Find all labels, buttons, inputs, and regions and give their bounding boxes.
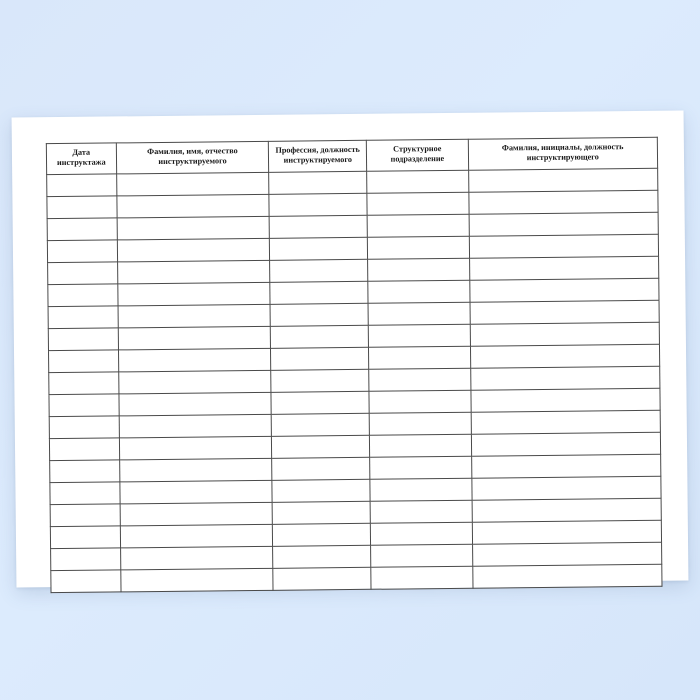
column-header-department xyxy=(366,139,468,171)
table-cell[interactable] xyxy=(120,502,273,526)
table-cell[interactable] xyxy=(271,369,369,392)
table-cell[interactable] xyxy=(468,168,658,192)
table-cell[interactable] xyxy=(47,173,117,196)
table-cell[interactable] xyxy=(117,238,270,262)
table-cell[interactable] xyxy=(470,366,660,390)
table-cell[interactable] xyxy=(51,547,121,570)
table-cell[interactable] xyxy=(120,546,273,570)
column-header-profession xyxy=(269,140,367,172)
table-cell[interactable] xyxy=(120,480,273,504)
table-cell[interactable] xyxy=(119,392,272,416)
table-cell[interactable] xyxy=(117,260,270,284)
table-cell[interactable] xyxy=(470,322,660,346)
table-cell[interactable] xyxy=(370,478,472,501)
table-cell[interactable] xyxy=(47,217,117,240)
column-header-date-line2: инструктажа xyxy=(56,157,106,168)
table-cell[interactable] xyxy=(469,256,659,280)
table-cell[interactable] xyxy=(367,170,469,193)
table-cell[interactable] xyxy=(272,435,370,458)
table-cell[interactable] xyxy=(270,303,368,326)
table-cell[interactable] xyxy=(470,300,660,324)
table-cell[interactable] xyxy=(469,278,659,302)
briefing-log-table xyxy=(46,137,663,593)
table-cell[interactable] xyxy=(367,192,469,215)
table-cell[interactable] xyxy=(371,544,473,567)
column-header-profession-line1: Профессия, должность xyxy=(275,144,360,155)
table-cell[interactable] xyxy=(370,434,472,457)
table-cell[interactable] xyxy=(49,415,119,438)
sheet-content-area xyxy=(46,137,662,565)
table-body xyxy=(47,168,662,592)
table-cell[interactable] xyxy=(50,525,120,548)
column-header-date xyxy=(46,143,116,174)
table-cell[interactable] xyxy=(471,454,661,478)
table-cell[interactable] xyxy=(50,481,120,504)
table-cell[interactable] xyxy=(369,412,471,435)
table-cell[interactable] xyxy=(272,479,370,502)
table-cell[interactable] xyxy=(471,410,661,434)
table-cell[interactable] xyxy=(48,349,118,372)
table-cell[interactable] xyxy=(369,390,471,413)
table-cell[interactable] xyxy=(118,326,271,350)
table-cell[interactable] xyxy=(472,542,662,566)
table-cell[interactable] xyxy=(471,432,661,456)
table-cell[interactable] xyxy=(120,568,273,592)
table-cell[interactable] xyxy=(51,569,121,592)
table-cell[interactable] xyxy=(367,214,469,237)
table-cell[interactable] xyxy=(118,304,271,328)
table-cell[interactable] xyxy=(368,302,470,325)
table-cell[interactable] xyxy=(119,414,272,438)
table-cell[interactable] xyxy=(370,456,472,479)
table-cell[interactable] xyxy=(273,545,371,568)
column-header-date-line1: Дата xyxy=(72,147,91,157)
table-cell[interactable] xyxy=(117,194,270,218)
table-cell[interactable] xyxy=(270,281,368,304)
table-cell[interactable] xyxy=(472,564,662,588)
table-cell[interactable] xyxy=(48,261,118,284)
column-header-fullname xyxy=(116,141,269,173)
table-cell[interactable] xyxy=(271,391,369,414)
table-cell[interactable] xyxy=(367,236,469,259)
table-cell[interactable] xyxy=(272,457,370,480)
table-cell[interactable] xyxy=(368,324,470,347)
table-cell[interactable] xyxy=(120,524,273,548)
table-cell[interactable] xyxy=(48,305,118,328)
table-cell[interactable] xyxy=(269,215,367,238)
table-cell[interactable] xyxy=(472,520,662,544)
table-cell[interactable] xyxy=(117,216,270,240)
table-cell[interactable] xyxy=(370,500,472,523)
table-cell[interactable] xyxy=(369,368,471,391)
table-cell[interactable] xyxy=(117,282,270,306)
table-cell[interactable] xyxy=(470,344,660,368)
table-cell[interactable] xyxy=(469,234,659,258)
table-cell[interactable] xyxy=(270,259,368,282)
table-cell[interactable] xyxy=(48,283,118,306)
table-cell[interactable] xyxy=(119,458,272,482)
table-cell[interactable] xyxy=(269,193,367,216)
column-header-instructor-line2: инструктирующего xyxy=(526,152,599,163)
column-header-fullname-line1: Фамилия, имя, отчество xyxy=(147,146,238,157)
table-cell[interactable] xyxy=(368,280,470,303)
table-cell[interactable] xyxy=(468,190,658,214)
table-cell[interactable] xyxy=(370,522,472,545)
table-cell[interactable] xyxy=(272,413,370,436)
table-cell[interactable] xyxy=(270,237,368,260)
table-cell[interactable] xyxy=(471,476,661,500)
table-cell[interactable] xyxy=(116,172,269,196)
table-cell[interactable] xyxy=(272,501,370,524)
table-cell[interactable] xyxy=(368,258,470,281)
table-cell[interactable] xyxy=(50,459,120,482)
table-cell[interactable] xyxy=(49,371,119,394)
table-cell[interactable] xyxy=(369,346,471,369)
table-cell[interactable] xyxy=(119,436,272,460)
table-cell[interactable] xyxy=(269,171,367,194)
table-cell[interactable] xyxy=(47,195,117,218)
table-cell[interactable] xyxy=(273,523,371,546)
column-header-instructor-line1: Фамилия, инициалы, должность xyxy=(501,142,624,153)
table-cell[interactable] xyxy=(469,212,659,236)
table-cell[interactable] xyxy=(118,348,271,372)
table-cell[interactable] xyxy=(271,325,369,348)
table-cell[interactable] xyxy=(118,370,271,394)
table-cell[interactable] xyxy=(50,503,120,526)
table-cell[interactable] xyxy=(470,388,660,412)
table-cell[interactable] xyxy=(48,327,118,350)
column-header-profession-line2: инструктируемого xyxy=(283,155,352,165)
table-cell[interactable] xyxy=(371,566,473,589)
table-cell[interactable] xyxy=(271,347,369,370)
paper-sheet xyxy=(12,110,689,587)
table-cell[interactable] xyxy=(47,239,117,262)
column-header-department-line2: подразделение xyxy=(390,154,445,164)
table-cell[interactable] xyxy=(49,393,119,416)
column-header-fullname-line2: инструктируемого xyxy=(158,156,227,167)
table-cell[interactable] xyxy=(273,567,371,590)
column-header-department-line1: Структурное xyxy=(393,144,442,154)
table-cell[interactable] xyxy=(472,498,662,522)
table-cell[interactable] xyxy=(49,437,119,460)
column-header-instructor xyxy=(468,137,658,169)
